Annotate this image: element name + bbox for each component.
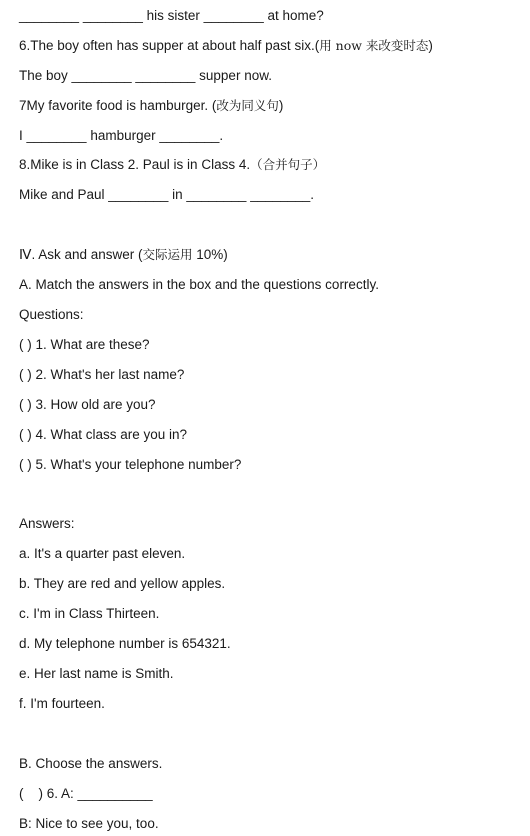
text-line-4: 7My favorite food is hamburger. (改为同义句) xyxy=(19,98,284,113)
question-6: ( ) 6. A: __________ xyxy=(19,786,153,801)
text-line-3: The boy ________ ________ supper now. xyxy=(19,68,272,83)
question-1: ( ) 1. What are these? xyxy=(19,337,150,352)
section-instruction: A. Match the answers in the box and the questions correctly. xyxy=(19,277,379,292)
answer-c: c. I'm in Class Thirteen. xyxy=(19,606,160,621)
text-line-6: 8.Mike is in Class 2. Paul is in Class 4.（合并句子） xyxy=(19,157,326,172)
answer-d: d. My telephone number is 654321. xyxy=(19,636,231,651)
part-b-heading: B. Choose the answers. xyxy=(19,756,163,771)
text-line-7: Mike and Paul ________ in ________ ________. xyxy=(19,187,315,202)
answer-f: f. I'm fourteen. xyxy=(19,696,105,711)
questions-heading: Questions: xyxy=(19,307,84,322)
dialogue-b-line: B: Nice to see you, too. xyxy=(19,816,159,831)
text-line-5: I ________ hamburger ________. xyxy=(19,128,224,143)
question-5: ( ) 5. What's your telephone number? xyxy=(19,457,242,472)
answers-heading: Answers: xyxy=(19,516,75,531)
answer-a: a. It's a quarter past eleven. xyxy=(19,546,186,561)
question-2: ( ) 2. What's her last name? xyxy=(19,367,185,382)
answer-e: e. Her last name is Smith. xyxy=(19,666,174,681)
answer-b: b. They are red and yellow apples. xyxy=(19,576,226,591)
text-line-1: ________ ________ his sister ________ at home? xyxy=(19,8,324,23)
question-4: ( ) 4. What class are you in? xyxy=(19,427,188,442)
text-line-2: 6.The boy often has supper at about half past six.(用 now 来改变时态) xyxy=(19,38,433,53)
section-heading: Ⅳ. Ask and answer (交际运用 10%) xyxy=(19,247,228,262)
question-3: ( ) 3. How old are you? xyxy=(19,397,156,412)
